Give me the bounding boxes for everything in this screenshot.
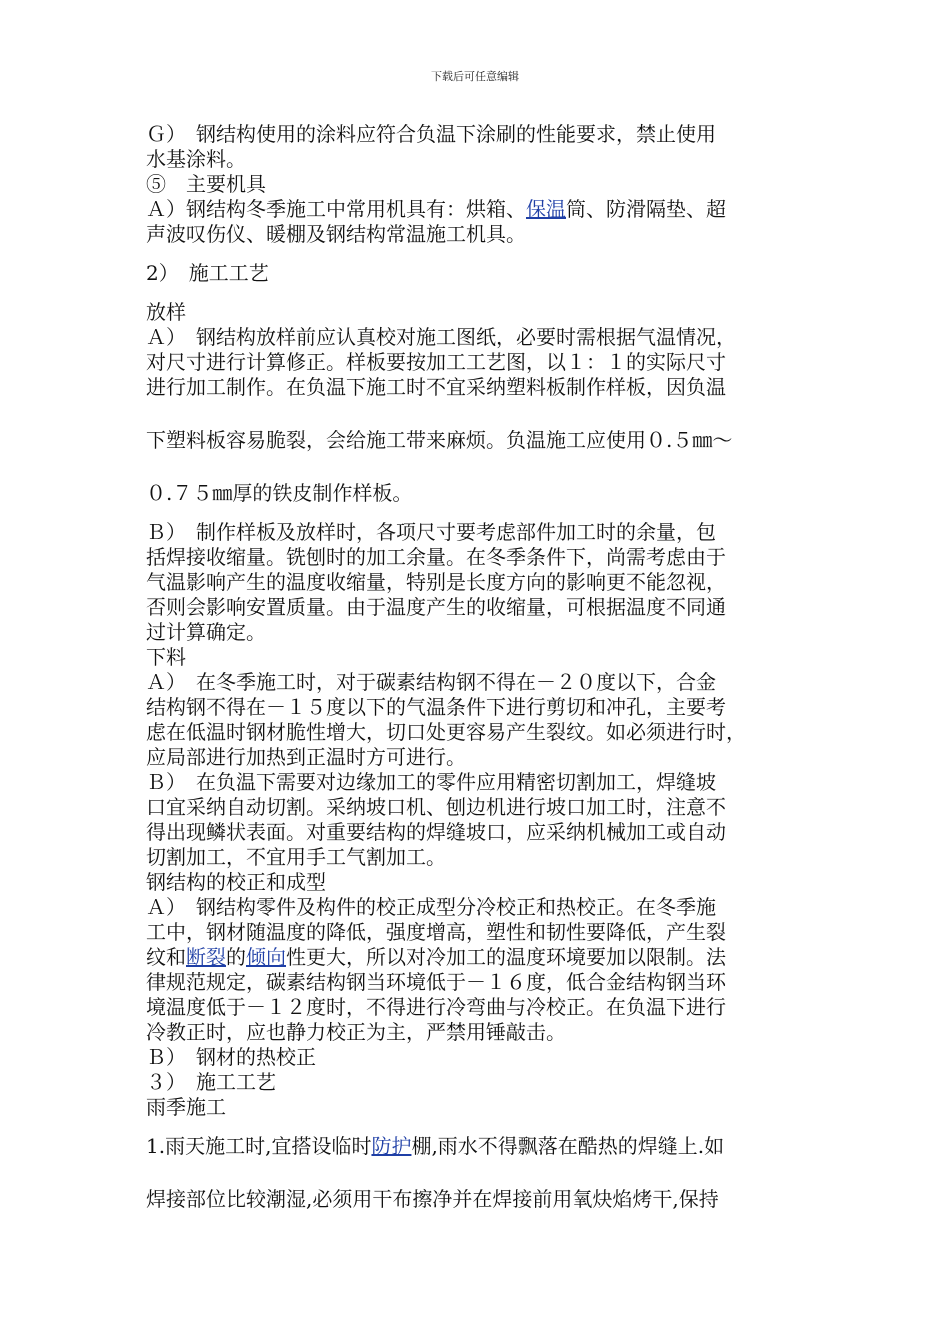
text-line: 下塑料板容易脆裂，会给施工带来麻烦。负温施工应使用０.５㎜～ [146,428,733,452]
text-line: 律规范规定，碳素结构钢当环境低于－１６度，低合金结构钢当环 [146,970,726,994]
text-line: Ａ） 钢结构零件及构件的校正成型分冷校正和热校正。在冬季施 [146,895,716,919]
text-line: 气温影响产生的温度收缩量，特别是长度方向的影响更不能忽视， [146,570,726,594]
text-line: 纹和断裂的倾向性更大，所以对冷加工的温度环境要加以限制。法 [146,945,726,969]
text-line: Ａ） 钢结构放样前应认真校对施工图纸，必要时需根据气温情况， [146,325,736,349]
text-line: 括焊接收缩量。铣刨时的加工余量。在冬季条件下，尚需考虑由于 [146,545,726,569]
text-line: 焊接部位比较潮湿,必须用干布擦净并在焊接前用氧炔焰烤干,保持 [146,1187,719,1211]
link-fanghu[interactable]: 防护 [371,1134,412,1158]
text-line: 口宜采纳自动切割。采纳坡口机、刨边机进行坡口加工时，注意不 [146,795,726,819]
text-line: Ａ）钢结构冬季施工中常用机具有：烘箱、保温筒、防滑隔垫、超 [146,197,726,221]
text-line: 否则会影响安置质量。由于温度产生的收缩量，可根据温度不同通 [146,595,726,619]
text-line: 得出现鳞状表面。对重要结构的焊缝坡口，应采纳机械加工或自动 [146,820,726,844]
section-heading: 2） 施工工艺 [146,261,269,285]
text-line: 结构钢不得在－１５度以下的气温条件下进行剪切和冲孔，主要考 [146,695,726,719]
link-qingxiang[interactable]: 倾向 [246,945,286,969]
subheading: 钢结构的校正和成型 [146,870,326,894]
link-duanlie[interactable]: 断裂 [186,945,226,969]
subheading: 雨季施工 [146,1095,226,1119]
text-line: Ｂ） 在负温下需要对边缘加工的零件应用精密切割加工，焊缝坡 [146,770,716,794]
text-line: 水基涂料。 [146,147,246,171]
text-line: 过计算确定。 [146,620,266,644]
section-heading: ３） 施工工艺 [146,1070,276,1094]
text-line: Ｇ） 钢结构使用的涂料应符合负温下涂刷的性能要求，禁止使用 [146,122,716,146]
text-line: Ｂ） 制作样板及放样时，各项尺寸要考虑部件加工时的余量，包 [146,520,716,544]
page-header: 下载后可任意编辑 [431,70,519,83]
text-line: ０.７５㎜厚的铁皮制作样板。 [146,481,413,505]
link-baowen[interactable]: 保温 [526,197,566,221]
text-line: 切割加工，不宜用手工气割加工。 [146,845,446,869]
text-line: 虑在低温时钢材脆性增大，切口处更容易产生裂纹。如必须进行时， [146,720,746,744]
text-line: 冷教正时，应也静力校正为主，严禁用锤敲击。 [146,1020,566,1044]
text-line: 进行加工制作。在负温下施工时不宜采纳塑料板制作样板，因负温 [146,375,726,399]
text-line: 1.雨天施工时,宜搭设临时防护棚,雨水不得飘落在酷热的焊缝上.如 [146,1134,725,1158]
text-line: Ａ） 在冬季施工时，对于碳素结构钢不得在－２０度以下，合金 [146,670,716,694]
subheading: 放样 [146,300,186,324]
section-heading: ⑤ 主要机具 [146,172,266,196]
text-line: Ｂ） 钢材的热校正 [146,1045,316,1069]
text-line: 应局部进行加热到正温时方可进行。 [146,745,466,769]
text-line: 工中，钢材随温度的降低，强度增高，塑性和韧性要降低，产生裂 [146,920,726,944]
text-line: 对尺寸进行计算修正。样板要按加工工艺图，以１：１的实际尺寸 [146,350,726,374]
subheading: 下料 [146,645,186,669]
text-line: 声波叹伤仪、暖棚及钢结构常温施工机具。 [146,222,526,246]
text-line: 境温度低于－１２度时，不得进行冷弯曲与冷校正。在负温下进行 [146,995,726,1019]
document-body [146,122,814,1212]
